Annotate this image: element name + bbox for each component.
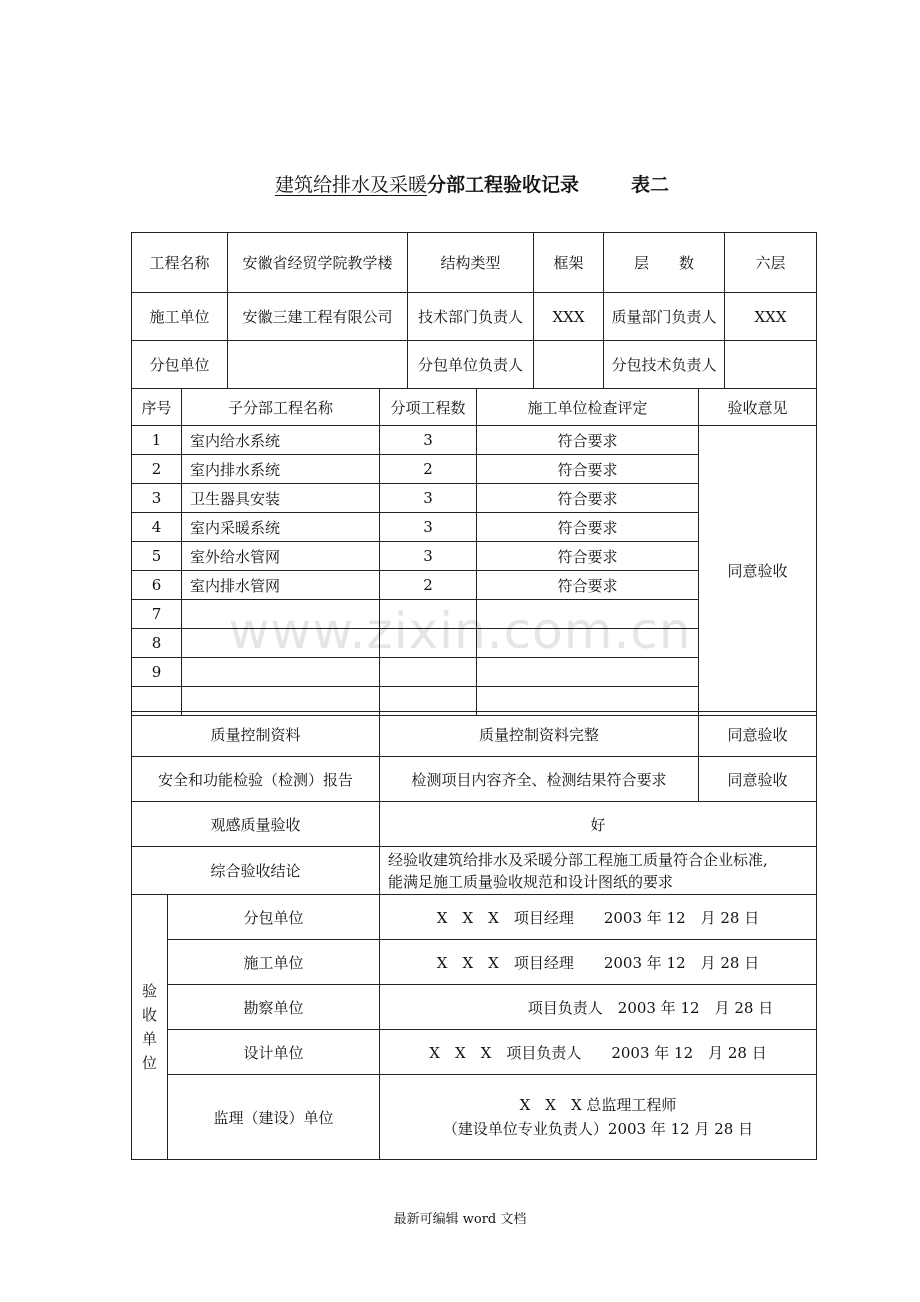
supervisor-line-1: X X X 总监理工程师: [519, 1096, 677, 1114]
supervisor-signature: [380, 1075, 817, 1160]
unit-name: 勘察单位: [168, 985, 380, 1030]
structure-value: 框架: [534, 233, 604, 293]
row-eval: [477, 658, 699, 687]
row-count: 2: [380, 455, 477, 484]
conclusion-line-2: 能满足施工质量验收规范和设计图纸的要求: [388, 872, 674, 891]
row-seq: 4: [132, 513, 182, 542]
row-name: [182, 629, 380, 658]
row-name: 室内给水系统: [182, 426, 380, 455]
items-table: [131, 388, 817, 716]
sub-label: 分包单位: [132, 341, 228, 389]
quality-docs-opinion: 同意验收: [699, 712, 817, 757]
quality-head-value: XXX: [725, 293, 817, 341]
quality-head-label: 质量部门负责人: [604, 293, 725, 341]
row-eval: [477, 600, 699, 629]
acceptance-vertical-label: 验 收 单 位: [132, 895, 168, 1160]
summary-table: [131, 711, 817, 1160]
col-name-header: 子分部工程名称: [182, 389, 380, 426]
safety-opinion: 同意验收: [699, 757, 817, 802]
safety-label: 安全和功能检验（检测）报告: [132, 757, 380, 802]
row-eval: 符合要求: [477, 484, 699, 513]
sub-value: [228, 341, 408, 389]
row-eval: 符合要求: [477, 542, 699, 571]
supervisor-name: 监理（建设）单位: [168, 1075, 380, 1160]
row-count: 3: [380, 484, 477, 513]
unit-signature: X X X 项目经理 2003 年 12 月 28 日: [380, 940, 817, 985]
sub-head-value: [534, 341, 604, 389]
items-opinion: 同意验收: [699, 426, 817, 716]
row-seq: 5: [132, 542, 182, 571]
title-table-no: 表二: [631, 174, 670, 196]
row-name: 卫生器具安装: [182, 484, 380, 513]
supervisor-line-2: （建设单位专业负责人）2003 年 12 月 28 日: [442, 1120, 754, 1138]
col-seq-header: 序号: [132, 389, 182, 426]
conclusion-text: [380, 847, 817, 895]
unit-name: 设计单位: [168, 1030, 380, 1075]
row-eval: 符合要求: [477, 513, 699, 542]
contractor-label: 施工单位: [132, 293, 228, 341]
appearance-label: 观感质量验收: [132, 802, 380, 847]
appearance-result: 好: [380, 802, 817, 847]
conclusion-label: 综合验收结论: [132, 847, 380, 895]
row-count: [380, 658, 477, 687]
row-seq: 8: [132, 629, 182, 658]
conclusion-line-1: 经验收建筑给排水及采暖分部工程施工质量符合企业标准,: [388, 850, 768, 869]
tech-head-label: 技术部门负责人: [408, 293, 534, 341]
unit-signature: X X X 项目经理 2003 年 12 月 28 日: [380, 895, 817, 940]
row-name: 室外给水管网: [182, 542, 380, 571]
row-eval: 符合要求: [477, 455, 699, 484]
quality-docs-label: 质量控制资料: [132, 712, 380, 757]
unit-signature: X X X 项目负责人 2003 年 12 月 28 日: [380, 1030, 817, 1075]
row-name: [182, 600, 380, 629]
row-name: 室内排水管网: [182, 571, 380, 600]
col-opinion-header: 验收意见: [699, 389, 817, 426]
footer-text: 最新可编辑 word 文档: [393, 1212, 527, 1227]
unit-signature: 项目负责人 2003 年 12 月 28 日: [380, 985, 817, 1030]
floors-value: 六层: [725, 233, 817, 293]
unit-name: 分包单位: [168, 895, 380, 940]
row-count: [380, 600, 477, 629]
row-count: 2: [380, 571, 477, 600]
row-seq: 1: [132, 426, 182, 455]
row-eval: 符合要求: [477, 571, 699, 600]
row-eval: [477, 629, 699, 658]
row-seq: 3: [132, 484, 182, 513]
sub-tech-value: [725, 341, 817, 389]
row-name: [182, 658, 380, 687]
project-name-value: 安徽省经贸学院教学楼: [228, 233, 408, 293]
row-count: 3: [380, 426, 477, 455]
table-row: [132, 426, 817, 455]
row-count: 3: [380, 513, 477, 542]
sub-tech-label: 分包技术负责人: [604, 341, 725, 389]
document-title: [0, 170, 920, 197]
col-eval-header: 施工单位检查评定: [477, 389, 699, 426]
contractor-value: 安徽三建工程有限公司: [228, 293, 408, 341]
unit-name: 施工单位: [168, 940, 380, 985]
row-seq: 9: [132, 658, 182, 687]
row-seq: 7: [132, 600, 182, 629]
row-count: [380, 629, 477, 658]
title-project-type: 建筑给排水及采暖: [274, 174, 427, 196]
tech-head-value: XXX: [534, 293, 604, 341]
quality-docs-result: 质量控制资料完整: [380, 712, 699, 757]
row-count: 3: [380, 542, 477, 571]
header-table: [131, 232, 817, 389]
row-seq: 2: [132, 455, 182, 484]
col-count-header: 分项工程数: [380, 389, 477, 426]
watermark: www.zixin.com.cn: [228, 602, 692, 660]
sub-head-label: 分包单位负责人: [408, 341, 534, 389]
project-name-label: 工程名称: [132, 233, 228, 293]
safety-result: 检测项目内容齐全、检测结果符合要求: [380, 757, 699, 802]
row-eval: 符合要求: [477, 426, 699, 455]
floors-label: 层 数: [604, 233, 725, 293]
row-name: 室内排水系统: [182, 455, 380, 484]
title-doc-name: 分部工程验收记录: [426, 174, 579, 196]
structure-label: 结构类型: [408, 233, 534, 293]
row-name: 室内采暖系统: [182, 513, 380, 542]
row-seq: 6: [132, 571, 182, 600]
